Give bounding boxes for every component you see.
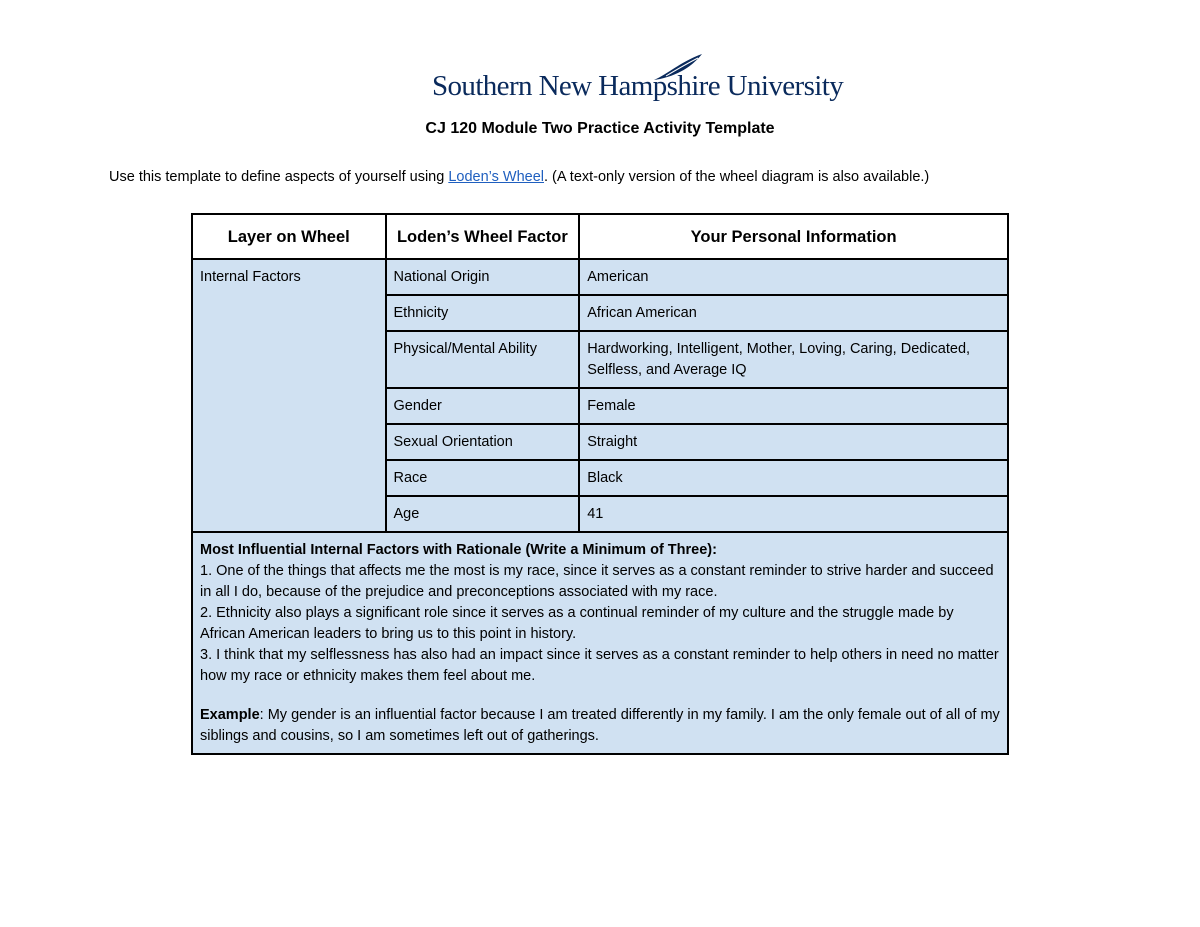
- rationale-cell: [192, 532, 1008, 754]
- intro-text-start: Use this template to define aspects of yourself using: [109, 169, 449, 185]
- document-title: CJ 120 Module Two Practice Activity Template: [425, 120, 775, 137]
- example-paragraph: [200, 705, 1000, 747]
- info-cell: African American: [579, 295, 1008, 331]
- header-factor: Loden’s Wheel Factor: [386, 214, 580, 259]
- logo-wordmark: Southern New Hampshire University: [432, 70, 844, 102]
- header-personal-info: Your Personal Information: [579, 214, 1008, 259]
- info-cell: Straight: [579, 424, 1008, 460]
- factor-cell: Age: [386, 496, 580, 532]
- table-header-row: [192, 214, 1008, 259]
- example-label: Example: [200, 707, 260, 723]
- rationale-point: 2. Ethnicity also plays a significant role since it serves as a continual reminder of my culture and the struggle made by African American leaders to bring us to this point in history.: [200, 605, 954, 642]
- info-cell: American: [579, 259, 1008, 295]
- layer-cell: Internal Factors: [192, 259, 386, 532]
- intro-text-end: . (A text-only version of the wheel diagram is also available.): [544, 169, 930, 185]
- table-row: [192, 259, 1008, 295]
- factor-cell: Physical/Mental Ability: [386, 331, 580, 388]
- spacer: [200, 687, 1000, 705]
- lodens-wheel-link[interactable]: Loden’s Wheel: [448, 169, 544, 185]
- intro-paragraph: [109, 169, 929, 185]
- factor-cell: Gender: [386, 388, 580, 424]
- info-cell: Hardworking, Intelligent, Mother, Loving, Caring, Dedicated, Selfless, and Average IQ: [579, 331, 1008, 388]
- lodens-wheel-table: [191, 213, 1009, 755]
- example-text: : My gender is an influential factor because I am treated differently in my family. I am the only female out of all of my siblings and cousins, so I am sometimes left out of gatherings.: [200, 707, 1000, 744]
- factor-cell: Sexual Orientation: [386, 424, 580, 460]
- factor-cell: Ethnicity: [386, 295, 580, 331]
- factor-cell: National Origin: [386, 259, 580, 295]
- info-cell: Female: [579, 388, 1008, 424]
- rationale-row: [192, 532, 1008, 754]
- info-cell: 41: [579, 496, 1008, 532]
- rationale-point: 1. One of the things that affects me the most is my race, since it serves as a constant reminder to strive harder and succeed in all I do, because of the prejudice and preconceptions associated with my race.: [200, 563, 994, 600]
- info-cell: Black: [579, 460, 1008, 496]
- university-logo: [432, 52, 844, 108]
- factor-cell: Race: [386, 460, 580, 496]
- header-layer: Layer on Wheel: [192, 214, 386, 259]
- rationale-heading: Most Influential Internal Factors with Rationale (Write a Minimum of Three):: [200, 542, 717, 558]
- rationale-point: 3. I think that my selflessness has also had an impact since it serves as a constant reminder to help others in need no matter how my race or ethnicity makes them feel about me.: [200, 647, 999, 684]
